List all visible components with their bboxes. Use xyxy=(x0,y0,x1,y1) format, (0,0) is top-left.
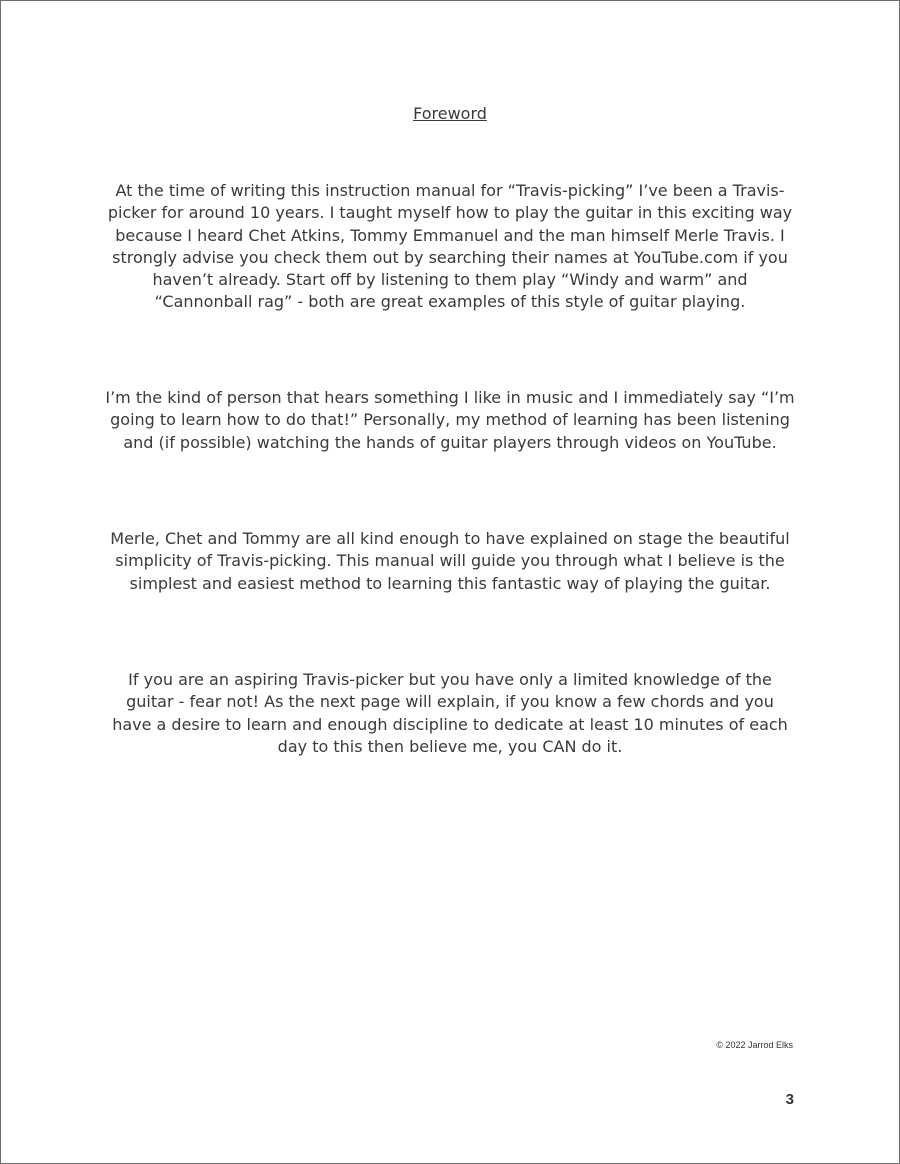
paragraph-simplicity: Merle, Chet and Tommy are all kind enough to have explained on stage the beautiful simplicity of Travis-picking. This manual will guide you through what I believe is the simplest and easiest method to learning this fantastic way of playing the guitar. xyxy=(110,529,790,593)
paragraph-encouragement: If you are an aspiring Travis-picker but you have only a limited knowledge of the guitar - fear not! As the next page will explain, if you know a few chords and you have a desire to learn and enough discipline to dedicate at least 10 minutes of each day to this then believe me, you CAN do it. xyxy=(112,670,788,756)
paragraph-learning: I’m the kind of person that hears something I like in music and I immediately say “I’m going to learn how to do that!” Personally, my method of learning has been listening and (if possible) watching the hands of guitar players through videos on YouTube. xyxy=(105,388,795,452)
page-number: 3 xyxy=(785,1091,794,1108)
copyright-notice: © 2022 Jarrod Elks xyxy=(716,1040,793,1050)
paragraph-intro: At the time of writing this instruction manual for “Travis-picking” I’ve been a Travis-picker for around 10 years. I taught myself how to play the guitar in this exciting way because I heard Chet Atkins, Tommy Emmanuel and the man himself Merle Travis. I strongly advise you check them out by searching their names at YouTube.com if you haven’t already. Start off by listening to them play “Windy and warm” and “Cannonball rag” - both are great examples of this style of guitar playing. xyxy=(107,181,793,312)
page-title: Foreword xyxy=(413,104,487,123)
